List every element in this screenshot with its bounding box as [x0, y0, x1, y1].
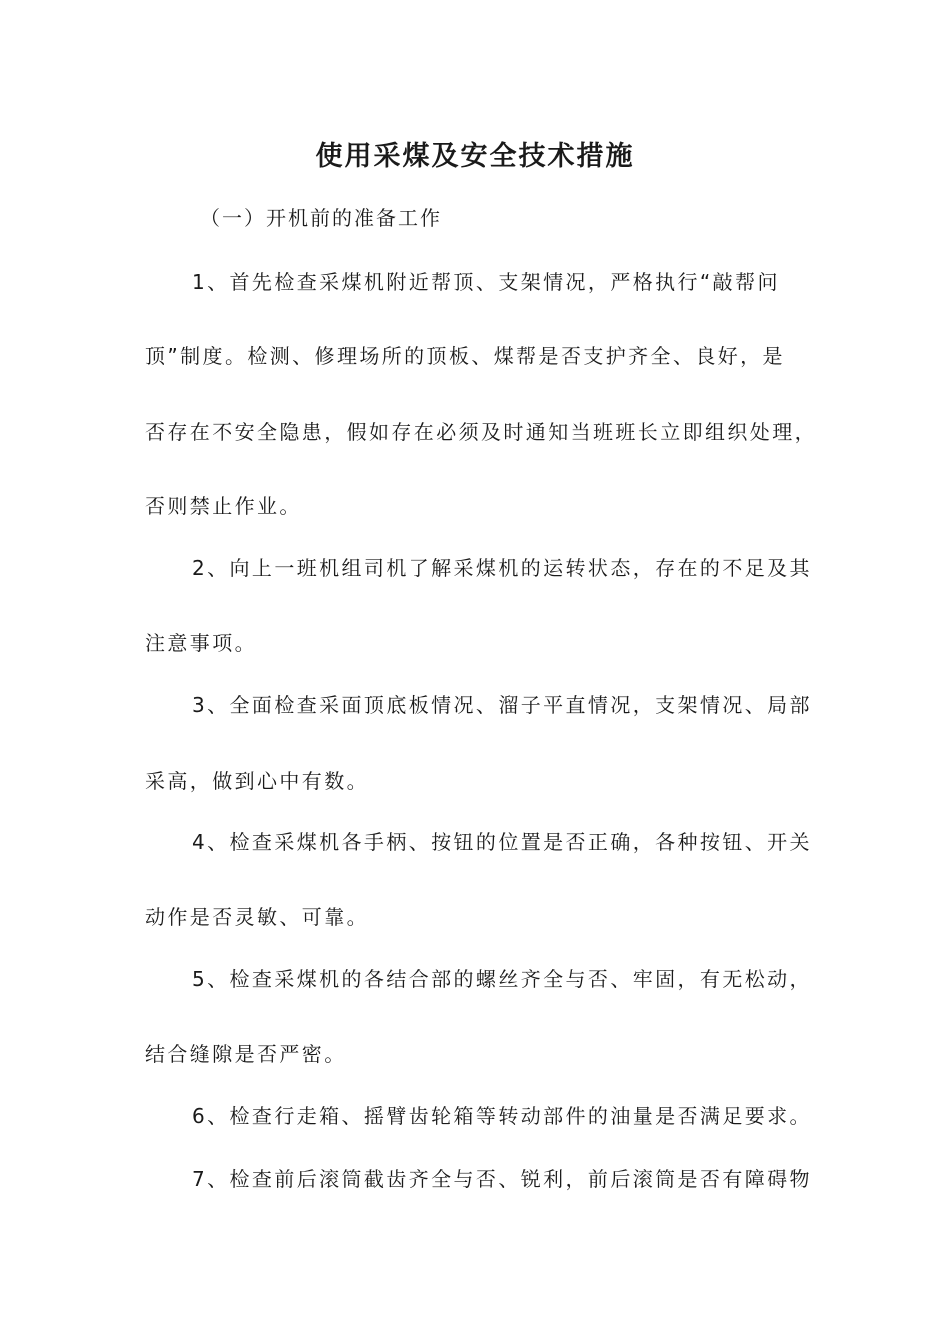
- paragraph-line: 采高，做到心中有数。: [145, 769, 369, 793]
- paragraph-line: 4、检查采煤机各手柄、按钮的位置是否正确，各种按钮、开关: [192, 830, 812, 854]
- paragraph-line: 否则禁止作业。: [145, 494, 302, 518]
- paragraph-line: 3、全面检查采面顶底板情况、溜子平直情况，支架情况、局部: [192, 693, 812, 717]
- document-title: 使用采煤及安全技术措施: [315, 141, 635, 172]
- paragraph-line: 7、检查前后滚筒截齿齐全与否、锐利，前后滚筒是否有障碍物: [192, 1167, 812, 1191]
- paragraph-line: 注意事项。: [145, 631, 257, 655]
- paragraph-line: 5、检查采煤机的各结合部的螺丝齐全与否、牢固，有无松动，: [192, 967, 812, 991]
- paragraph-line: 6、检查行走箱、摇臂齿轮箱等转动部件的油量是否满足要求。: [192, 1104, 812, 1128]
- section-heading: （一）开机前的准备工作: [200, 206, 442, 230]
- paragraph-line: 结合缝隙是否严密。: [145, 1042, 347, 1066]
- paragraph-line: 1、首先检查采煤机附近帮顶、支架情况，严格执行“敲帮问: [192, 270, 780, 294]
- paragraph-line: 2、向上一班机组司机了解采煤机的运转状态，存在的不足及其: [192, 556, 812, 580]
- paragraph-line: 顶”制度。检测、修理场所的顶板、煤帮是否支护齐全、良好，是: [145, 344, 785, 368]
- paragraph-line: 动作是否灵敏、可靠。: [145, 905, 369, 929]
- paragraph-line: 否存在不安全隐患，假如存在必须及时通知当班班长立即组织处理，: [145, 420, 817, 444]
